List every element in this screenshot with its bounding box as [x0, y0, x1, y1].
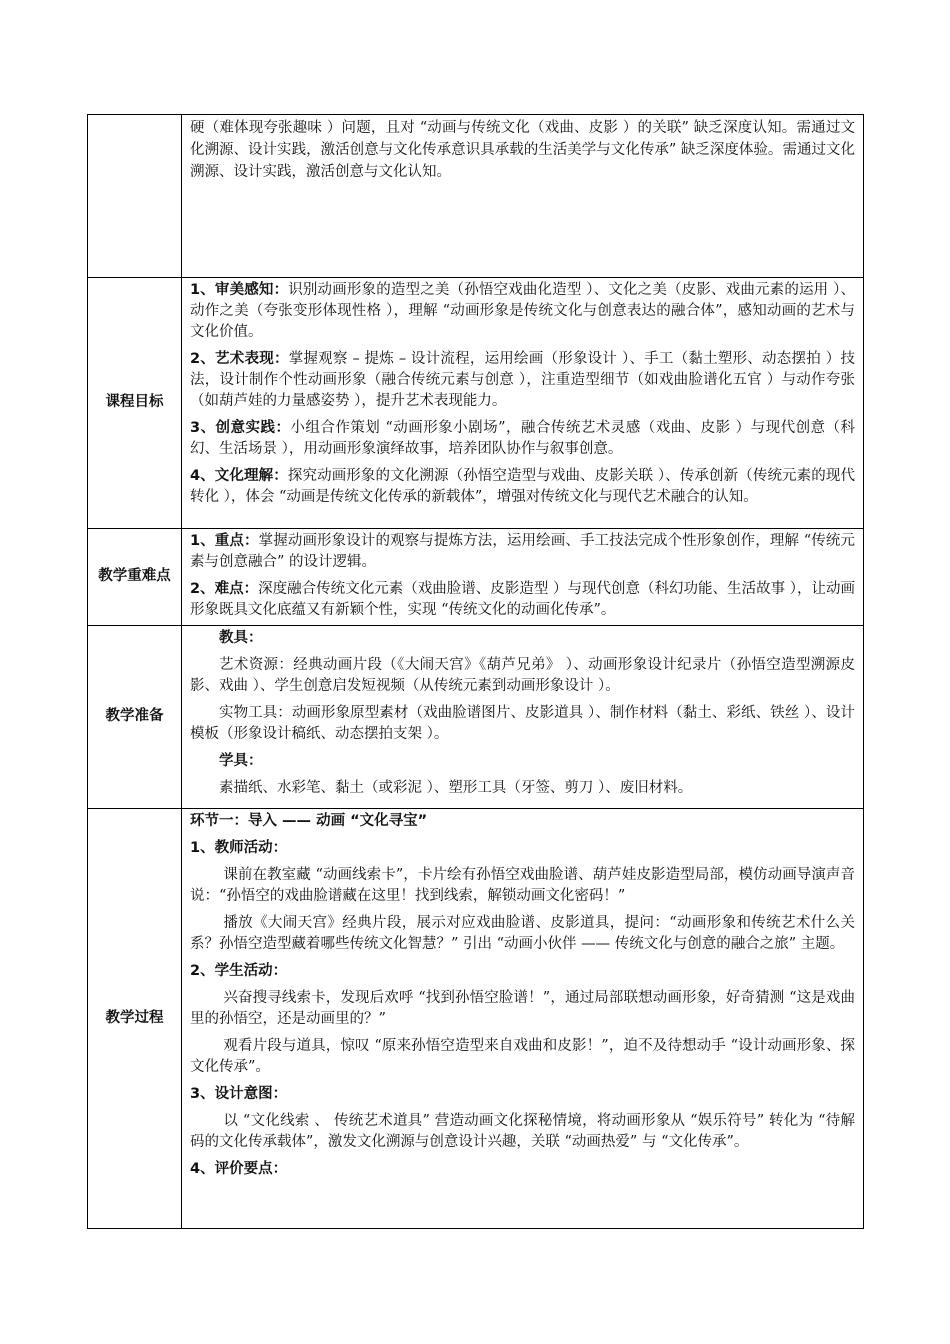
teacher-tools-item: 实物工具：动画形象原型素材（戏曲脸谱图片、皮影道具 ）、制作材料（黏土、彩纸、铁丝 ）、设计模板（形象设计稿纸、动态摆拍支架 ）。: [190, 705, 855, 742]
key-points-cell: [182, 529, 864, 626]
intro-cell: [182, 115, 864, 278]
row-label-process: 教学过程: [88, 809, 182, 1229]
prep-cell: [182, 626, 864, 809]
design-intent-title: 3、设计意图：: [190, 1086, 288, 1102]
goals-cell: [182, 278, 864, 529]
table-row-goals: [88, 278, 864, 529]
section-title: 环节一：导入 —— 动画 “文化寻宝”: [190, 813, 428, 829]
teacher-activity-title: 1、教师活动：: [190, 840, 288, 856]
table-row-key-points: [88, 529, 864, 626]
teacher-tools-item: 艺术资源：经典动画片段（《大闹天宫》《葫芦兄弟》 ）、动画形象设计纪录片（孙悟空造型溯源皮影、戏曲 ）、学生创意启发短视频（从传统元素到动画形象设计 ）。: [190, 657, 855, 694]
key-point-item: 1、重点：掌握动画形象设计的观察与提炼方法，运用绘画、手工技法完成个性形象创作，理解 “传统元素与创意融合” 的设计逻辑。: [190, 533, 855, 570]
student-tools-title: 学具：: [219, 753, 263, 769]
teacher-activity-item: 课前在教室藏 “动画线索卡”，卡片绘有孙悟空戏曲脸谱、葫芦娃皮影造型局部，模仿动画导演声音说：“孙悟空的戏曲脸谱藏在这里！找到线索，解锁动画文化密码！”: [190, 867, 855, 904]
design-intent-item: 以 “文化线索 、 传统艺术道具” 营造动画文化探秘情境，将动画形象从 “娱乐符号” 转化为 “待解码的文化传承载体”，激发文化溯源与创意设计兴趣，关联 “动画热爱” 与 “文化传承”。: [190, 1113, 855, 1150]
intro-text: 硬（难体现夸张趣味 ）问题，且对 “动画与传统文化（戏曲、皮影 ）的关联” 缺乏深度认知。需通过文化溯源、设计实践，激活创意与文化传承意识具承载的生活美学与文化传承” 缺乏深度体验。需通过文化溯源、设计实践，激活创意与文化认知。: [190, 120, 855, 180]
lesson-plan-table: [87, 114, 864, 1229]
goal-item: 4、文化理解：探究动画形象的文化溯源（孙悟空造型与戏曲、皮影关联 ）、传承创新（传统元素的现代转化 ），体会 “动画是传统文化传承的新载体”，增强对传统文化与现代艺术融合的认知。: [190, 468, 855, 505]
row-label-goals: 课程目标: [88, 278, 182, 529]
evaluation-title: 4、评价要点：: [190, 1161, 288, 1177]
goal-item: 1、审美感知：识别动画形象的造型之美（孙悟空戏曲化造型 ）、文化之美（皮影、戏曲元素的运用 ）、动作之美（夸张变形体现性格 ），理解 “动画形象是传统文化与创意表达的融合体”，感知动画的艺术与文化价值。: [190, 282, 855, 340]
goal-item: 2、艺术表现：掌握观察 – 提炼 – 设计流程，运用绘画（形象设计 ）、手工（黏土塑形、动态摆拍 ）技法，设计制作个性动画形象（融合传统元素与创意 ），注重造型细节（如戏曲脸谱化五官 ）与动作夸张（如葫芦娃的力量感姿势 ），提升艺术表现能力。: [190, 351, 856, 409]
student-activity-title: 2、学生活动：: [190, 963, 288, 979]
teacher-activity-item: 播放《大闹天宫》经典片段，展示对应戏曲脸谱、皮影道具，提问：“动画形象和传统艺术什么关系？孙悟空造型藏着哪些传统文化智慧？” 引出 “动画小伙伴 —— 传统文化与创意的融合之旅” 主题。: [190, 915, 855, 952]
table-row-process: [88, 809, 864, 1229]
table-row-prep: [88, 626, 864, 809]
row-label-empty: [88, 115, 182, 278]
table-row-intro: [88, 115, 864, 278]
process-cell: [182, 809, 864, 1229]
student-tools-item: 素描纸、水彩笔、黏土（或彩泥 ）、塑形工具（牙签、剪刀 ）、废旧材料。: [219, 780, 693, 796]
key-point-item: 2、难点：深度融合传统文化元素（戏曲脸谱、皮影造型 ）与现代创意（科幻功能、生活故事 ），让动画形象既具文化底蕴又有新颖个性，实现 “传统文化的动画化传承”。: [190, 581, 855, 618]
student-activity-item: 观看片段与道具，惊叹 “原来孙悟空造型来自戏曲和皮影！”，迫不及待想动手 “设计动画形象、探文化传承”。: [190, 1038, 855, 1075]
row-label-key-points: 教学重难点: [88, 529, 182, 626]
row-label-prep: 教学准备: [88, 626, 182, 809]
student-activity-item: 兴奋搜寻线索卡，发现后欢呼 “找到孙悟空脸谱！”，通过局部联想动画形象，好奇猜测 “这是戏曲里的孙悟空，还是动画里的？”: [190, 990, 855, 1027]
goal-item: 3、创意实践：小组合作策划 “动画形象小剧场”，融合传统艺术灵感（戏曲、皮影 ）与现代创意（科幻、生活场景 ），用动画形象演绎故事，培养团队协作与叙事创意。: [190, 420, 855, 457]
teacher-tools-title: 教具：: [219, 630, 263, 646]
